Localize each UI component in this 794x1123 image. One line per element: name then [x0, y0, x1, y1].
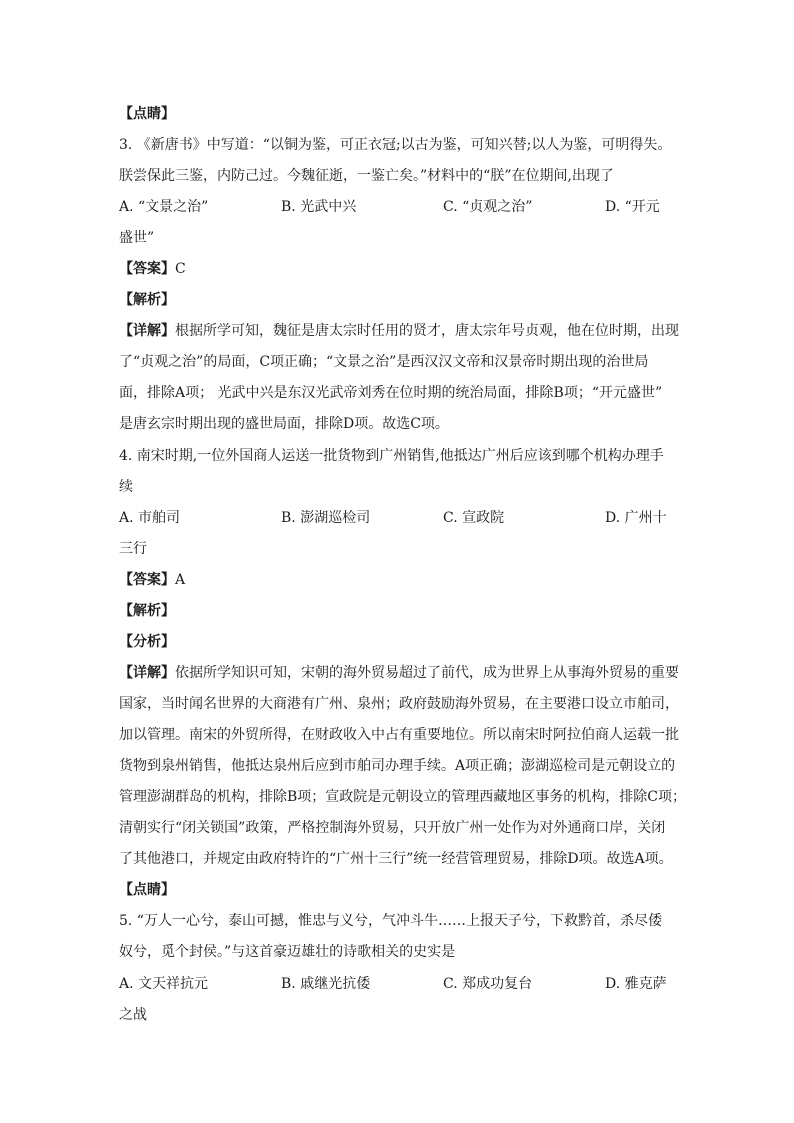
q3-stem-line-1: 3. 《新唐书》中写道：“以铜为鉴，可正衣冠;以古为鉴，可知兴替;以人为鉴，可明得失。 — [119, 137, 672, 153]
q4-detail-line-4: 货物到泉州销售，他抵达泉州后应到市舶司办理手续。A项正确；澎湖巡检司是元朝设立的 — [119, 758, 676, 774]
q4-option-c: C. 宣政院 — [443, 510, 505, 526]
q3-analysis-tag: 【解析】 — [119, 292, 175, 308]
q4-answer-value: A — [175, 572, 186, 588]
q4-detail-line-3: 加以管理。南宋的外贸所得，在财政收入中占有重要地位。所以南宋时阿拉伯商人运载一批 — [119, 727, 679, 743]
q4-detail-line-6: 清朝实行“闭关锁国”政策，严格控制海外贸易，只开放广州一处作为对外通商口岸，关闭 — [119, 820, 666, 836]
q3-detail-line-4: 是唐玄宗时期出现的盛世局面，排除D项。故选C项。 — [119, 416, 449, 432]
q5-option-b: B. 戚继光抗倭 — [281, 976, 371, 992]
q4-analysis-tag: 【解析】 — [119, 603, 175, 619]
q4-option-d-continued: 三行 — [119, 541, 147, 557]
q3-option-a: A. “文景之治” — [119, 199, 209, 215]
q3-options — [119, 197, 679, 217]
q3-option-d-continued: 盛世” — [119, 230, 155, 246]
q4-detail-line-2: 国家，当时闻名世界的大商港有广州、泉州；政府鼓励海外贸易，在主要港口设立市舶司， — [119, 696, 679, 712]
q3-option-d: D. “开元 — [605, 199, 660, 215]
q4-dianjing-tag: 【点睛】 — [119, 882, 175, 898]
q5-option-a: A. 文天祥抗元 — [119, 976, 209, 992]
q4-option-b: B. 澎湖巡检司 — [281, 510, 371, 526]
q4-detail-line-7: 了其他港口，并规定由政府特许的“广州十三行”统一经营管理贸易，排除D项。故选A项。 — [119, 851, 673, 867]
q4-detail-line-1: 【详解】依据所学知识可知，宋朝的海外贸易超过了前代，成为世界上从事海外贸易的重要 — [119, 665, 679, 681]
q5-option-c: C. 郑成功复台 — [443, 976, 533, 992]
q3-option-c: C. “贞观之治” — [443, 199, 533, 215]
q4-fenxi-tag: 【分析】 — [119, 634, 175, 650]
q3-detail-line-2: 了“贞观之治”的局面，C项正确；“文景之治”是西汉汉文帝和汉景帝时期出现的治世局 — [119, 354, 649, 370]
q4-answer: 【答案】A — [119, 572, 186, 588]
q4-options — [119, 508, 679, 528]
q5-options — [119, 974, 679, 994]
q3-option-b: B. 光武中兴 — [281, 199, 357, 215]
q5-stem-line-2: 奴兮，觅个封侯。”与这首豪迈雄壮的诗歌相关的史实是 — [119, 944, 456, 960]
q5-option-d-continued: 之战 — [119, 1007, 147, 1023]
dianjing-tag: 【点睛】 — [119, 106, 175, 122]
q5-stem-line-1: 5. “万人一心兮，泰山可撼，惟忠与义兮，气冲斗牛……上报天子兮，下救黔首，杀尽倭 — [119, 913, 662, 929]
q3-detail-line-1: 【详解】根据所学可知，魏征是唐太宗时任用的贤才，唐太宗年号贞观，他在位时期，出现 — [119, 323, 679, 339]
q3-stem-line-2: 朕尝保此三鉴，内防己过。今魏征逝，一鉴亡矣。”材料中的“朕”在位期间,出现了 — [119, 168, 614, 184]
q3-detail-line-3: 面，排除A项； 光武中兴是东汉光武帝刘秀在位时期的统治局面，排除B项；“开元盛世” — [119, 385, 663, 401]
q4-detail-line-5: 管理澎湖群岛的机构，排除B项；宣政院是元朝设立的管理西藏地区事务的机构，排除C项； — [119, 789, 686, 805]
q3-answer-value: C — [175, 261, 186, 277]
q4-option-d: D. 广州十 — [605, 510, 667, 526]
q4-stem-line-1: 4. 南宋时期,一位外国商人运送一批货物到广州销售,他抵达广州后应该到哪个机构办理手 — [119, 448, 664, 464]
q5-option-d: D. 雅克萨 — [605, 976, 667, 992]
q3-answer: 【答案】C — [119, 261, 186, 277]
q4-option-a: A. 市舶司 — [119, 510, 181, 526]
q4-stem-line-2: 续 — [119, 479, 133, 495]
